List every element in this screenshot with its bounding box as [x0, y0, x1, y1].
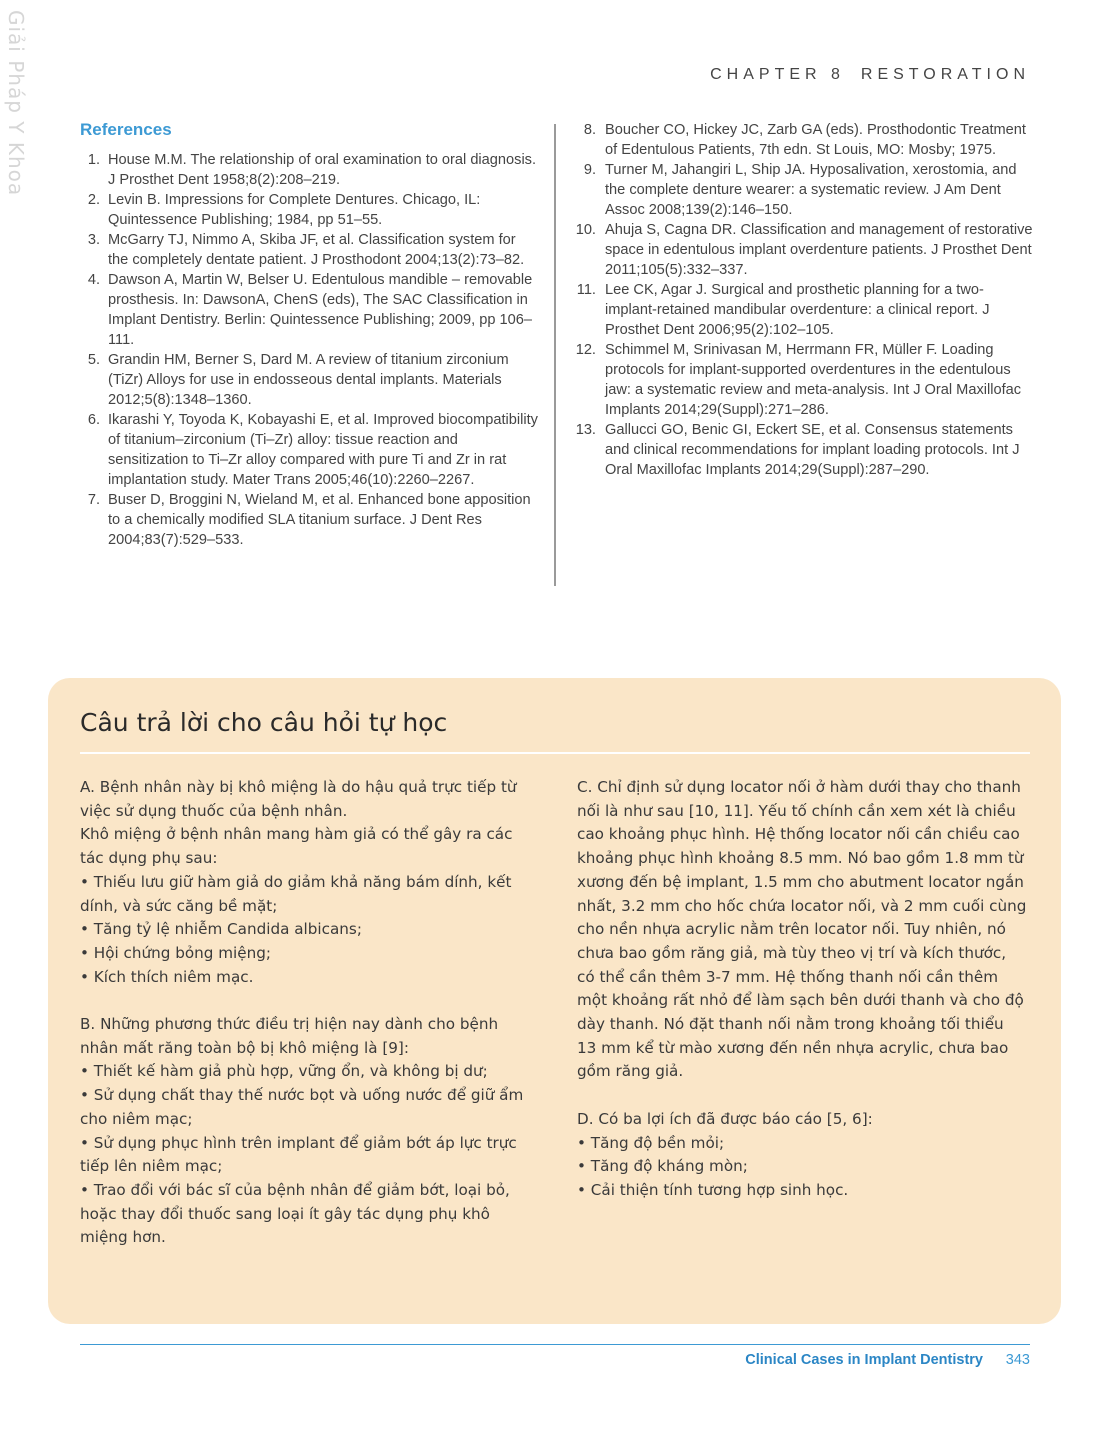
reference-text: Levin B. Impressions for Complete Dentures. Chicago, IL: Quintessence Publishing; 1984, pp 51–55.: [108, 192, 481, 228]
reference-item: [575, 220, 1033, 280]
answers-title-rule: [80, 752, 1030, 754]
reference-number: 8.: [583, 122, 596, 138]
answer-a-lead: Khô miệng ở bệnh nhân mang hàm giả có thể gây ra các tác dụng phụ sau:: [80, 825, 513, 868]
reference-text: Schimmel M, Srinivasan M, Herrmann FR, Müller F. Loading protocols for implant-supported overdentures in the edentulous jaw: a systematic review and meta-analysis. Int J Oral Maxillofac Implants 2014;29(Suppl):271–286.: [605, 342, 1022, 418]
answer-a-bullet: • Tăng tỷ lệ nhiễm Candida albicans;: [80, 920, 362, 939]
answer-d-bullet: • Tăng độ bền mỏi;: [577, 1133, 725, 1152]
reference-item: [578, 120, 1033, 160]
reference-item: [575, 420, 1033, 480]
reference-number: 7.: [87, 492, 100, 508]
answer-b-intro: B. Những phương thức điều trị hiện nay dành cho bệnh nhân mất răng toàn bộ bị khô miệng là [9]:: [80, 1015, 499, 1057]
references-right-column: [575, 120, 1033, 480]
chapter-label: CHAPTER 8: [710, 66, 845, 83]
answer-c-text: C. Chỉ định sử dụng locator nối ở hàm dưới thay cho thanh nối là như sau [10, 11]. Yếu tố chính cần xem xét là chiều cao khoảng phục hình. Hệ thống locator nối cần chiều cao khoảng phục hình khoảng 8.5 mm. Nó bao gồm 1.8 mm từ xương đến bệ implant, 1.5 mm cho abutment locator ngắn nhất, 3.2 mm cho hốc chứa locator nối, và 2 mm cuối cùng cho nền nhựa acrylic nằm trên locator nối. Tuy nhiên, nó chưa bao gồm răng giả, mà tùy theo vị trí và kích thước, có thể cần thêm 3-7 mm. Hệ thống thanh nối cần thêm một khoảng rất nhỏ để làm sạch bên dưới thanh và cho độ dày thanh. Nó đặt thanh nối nằm trong khoảng tối thiểu 13 mm kể từ mào xương đến nền nhựa acrylic, chưa bao gồm răng giả.: [577, 778, 1027, 1081]
answer-a-bullet: • Thiếu lưu giữ hàm giả do giảm khả năng bám dính, kết dính, và sức căng bề mặt;: [80, 872, 512, 915]
answer-d-bullet: • Tăng độ kháng mòn;: [577, 1157, 748, 1176]
reference-text: Boucher CO, Hickey JC, Zarb GA (eds). Prosthodontic Treatment of Edentulous Patients, 7th edn. St Louis, MO: Mosby; 1975.: [605, 122, 1026, 158]
reference-number: 6.: [87, 412, 100, 428]
reference-item: [80, 230, 538, 270]
references-left-column: [80, 120, 538, 550]
reference-item: [80, 410, 538, 490]
answer-b-bullet: • Trao đổi với bác sĩ của bệnh nhân để giảm bớt, loại bỏ, hoặc thay đổi thuốc sang loại ít gây tác dụng phụ khô miệng hơn.: [80, 1180, 510, 1247]
answers-left-column: [80, 776, 530, 1250]
reference-item: [80, 270, 538, 350]
reference-number: 12.: [575, 342, 596, 358]
self-study-answers-box: [48, 678, 1061, 1324]
reference-item: [575, 340, 1033, 420]
answer-a-bullet: • Hội chứng bỏng miệng;: [80, 943, 272, 962]
answer-b-bullet: • Sử dụng chất thay thế nước bọt và uống nước để giữ ẩm cho niêm mạc;: [80, 1086, 524, 1128]
running-header: [710, 66, 1030, 84]
reference-number: 3.: [87, 232, 100, 248]
reference-number: 11.: [576, 282, 596, 298]
references-title: References: [80, 120, 172, 139]
answer-a-bullet: • Kích thích niêm mạc.: [80, 967, 254, 986]
answer-a-intro: A. Bệnh nhân này bị khô miệng là do hậu quả trực tiếp từ việc sử dụng thuốc của bệnh nhân.: [80, 778, 517, 820]
answers-right-column: [577, 776, 1027, 1203]
reference-item: [80, 150, 538, 190]
reference-text: House M.M. The relationship of oral examination to oral diagnosis. J Prosthet Dent 1958;8(2):208–219.: [108, 152, 537, 188]
reference-text: Lee CK, Agar J. Surgical and prosthetic planning for a two-implant-retained mandibular overdenture: a clinical report. J Prosthet Dent 2006;95(2):102–105.: [605, 282, 990, 338]
reference-item: [80, 190, 538, 230]
reference-text: Turner M, Jahangiri L, Ship JA. Hyposalivation, xerostomia, and the complete denture wearer: a systematic review. J Am Dent Assoc 2008;139(2):146–150.: [605, 162, 1017, 218]
reference-text: McGarry TJ, Nimmo A, Skiba JF, et al. Classification system for the completely dentate patient. J Prosthodont 2004;13(2):73–82.: [108, 232, 525, 268]
references-section: [80, 120, 1033, 586]
footer-rule: [80, 1344, 1030, 1345]
reference-text: Ikarashi Y, Toyoda K, Kobayashi E, et al. Improved biocompatibility of titanium–zirconium (Ti–Zr) alloy: tissue reaction and sensitization to Ti–Zr alloy compared with pure Ti and Zr in rat implantation study. Mater Trans 2005;46(10):2260–2267.: [108, 412, 538, 488]
answers-title: Câu trả lời cho câu hỏi tự học: [80, 708, 448, 737]
watermark-text: Giải Pháp Y Khoa: [4, 10, 28, 197]
reference-text: Buser D, Broggini N, Wieland M, et al. Enhanced bone apposition to a chemically modified SLA titanium surface. J Dent Res 2004;83(7):529–533.: [108, 492, 531, 548]
reference-number: 4.: [87, 272, 100, 288]
answer-b-bullet: • Thiết kế hàm giả phù hợp, vững ổn, và không bị dư;: [80, 1062, 488, 1081]
reference-number: 13.: [575, 422, 596, 438]
answer-d-intro: D. Có ba lợi ích đã được báo cáo [5, 6]:: [577, 1109, 873, 1128]
reference-text: Grandin HM, Berner S, Dard M. A review of titanium zirconium (TiZr) Alloys for use in endosseous dental implants. Materials 2012;5(8):1348–1360.: [108, 352, 509, 408]
answer-b-bullet: • Sử dụng phục hình trên implant để giảm bớt áp lực trực tiếp lên niêm mạc;: [80, 1133, 517, 1176]
reference-item: [578, 280, 1033, 340]
reference-number: 9.: [583, 162, 596, 178]
reference-text: Gallucci GO, Benic GI, Eckert SE, et al. Consensus statements and clinical recommendations for implant loading protocols. Int J Oral Maxillofac Implants 2014;29(Suppl):287–290.: [605, 422, 1020, 478]
column-divider: [554, 124, 556, 586]
reference-text: Dawson A, Martin W, Belser U. Edentulous mandible – removable prosthesis. In: DawsonA, ChenS (eds), The SAC Classification in Implant Dentistry. Berlin: Quintessence Publishing; 2009, pp 106–111.: [108, 272, 533, 348]
reference-item: [80, 490, 538, 550]
footer-book-title: Clinical Cases in Implant Dentistry: [745, 1352, 983, 1368]
reference-text: Ahuja S, Cagna DR. Classification and management of restorative space in edentulous implant overdenture patients. J Prosthet Dent 2011;105(5):332–337.: [605, 222, 1033, 278]
reference-number: 1.: [87, 152, 100, 168]
answer-d-bullet: • Cải thiện tính tương hợp sinh học.: [577, 1180, 849, 1199]
reference-number: 2.: [87, 192, 100, 208]
reference-number: 10.: [575, 222, 596, 238]
section-label: RESTORATION: [860, 66, 1030, 83]
reference-item: [578, 160, 1033, 220]
reference-item: [80, 350, 538, 410]
page-number: 343: [1005, 1352, 1030, 1368]
reference-number: 5.: [87, 352, 100, 368]
